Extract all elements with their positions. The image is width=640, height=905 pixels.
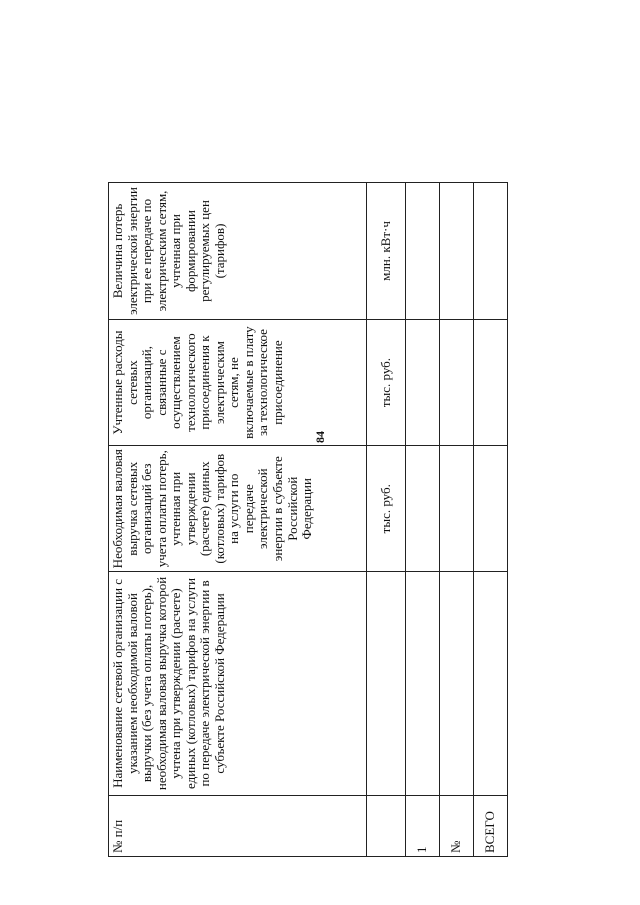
header-revenue: Необходимая валовая выручка сетевых организаций без учета оплаты потерь, учтенная при утверждении (расчете) единых (котловых) тарифов на услуги по передаче электрической энергии в субъекте Российской Федерации bbox=[109, 446, 367, 572]
unit-cell: млн. кВт·ч bbox=[367, 183, 405, 320]
empty-cell bbox=[405, 572, 439, 795]
table-row bbox=[473, 183, 507, 857]
empty-cell bbox=[405, 183, 439, 320]
header-number: № п/п bbox=[109, 795, 367, 856]
empty-cell bbox=[405, 446, 439, 572]
empty-cell bbox=[405, 319, 439, 445]
header-row bbox=[109, 183, 367, 857]
empty-cell bbox=[439, 572, 473, 795]
empty-cell bbox=[473, 446, 507, 572]
header-losses: Величина потерь электрической энергии при ее передаче по электрическим сетям, учтенная при формировании регулируемых цен (тарифов) bbox=[109, 183, 367, 320]
unit-cell bbox=[367, 795, 405, 856]
page-number: 84 bbox=[313, 431, 327, 443]
rotated-table-wrapper bbox=[108, 182, 508, 857]
empty-cell bbox=[439, 446, 473, 572]
units-row bbox=[367, 183, 405, 857]
empty-cell bbox=[473, 319, 507, 445]
table-row bbox=[405, 183, 439, 857]
unit-cell bbox=[367, 572, 405, 795]
unit-cell: тыс. руб. bbox=[367, 319, 405, 445]
header-organization: Наименование сетевой организации с указанием необходимой валовой выручки (без учета оплаты потерь), необходимая валовая выручка которой учтена при утверждении (расчете) единых (котловых) тарифов на услуги по передаче электрической энергии в субъекте Российской Федерации bbox=[109, 572, 367, 795]
empty-cell bbox=[439, 319, 473, 445]
empty-cell bbox=[473, 183, 507, 320]
header-connection-costs: Учтенные расходы сетевых организаций, связанные с осуществлением технологического присоединения к электрическим сетям, не включаемые в плату за технологическое присоединение bbox=[109, 319, 367, 445]
tariff-table bbox=[108, 182, 508, 857]
table-row bbox=[439, 183, 473, 857]
row-label: ВСЕГО bbox=[473, 795, 507, 856]
unit-cell: тыс. руб. bbox=[367, 446, 405, 572]
row-label: 1 bbox=[405, 795, 439, 856]
empty-cell bbox=[473, 572, 507, 795]
row-label: № bbox=[439, 795, 473, 856]
empty-cell bbox=[439, 183, 473, 320]
